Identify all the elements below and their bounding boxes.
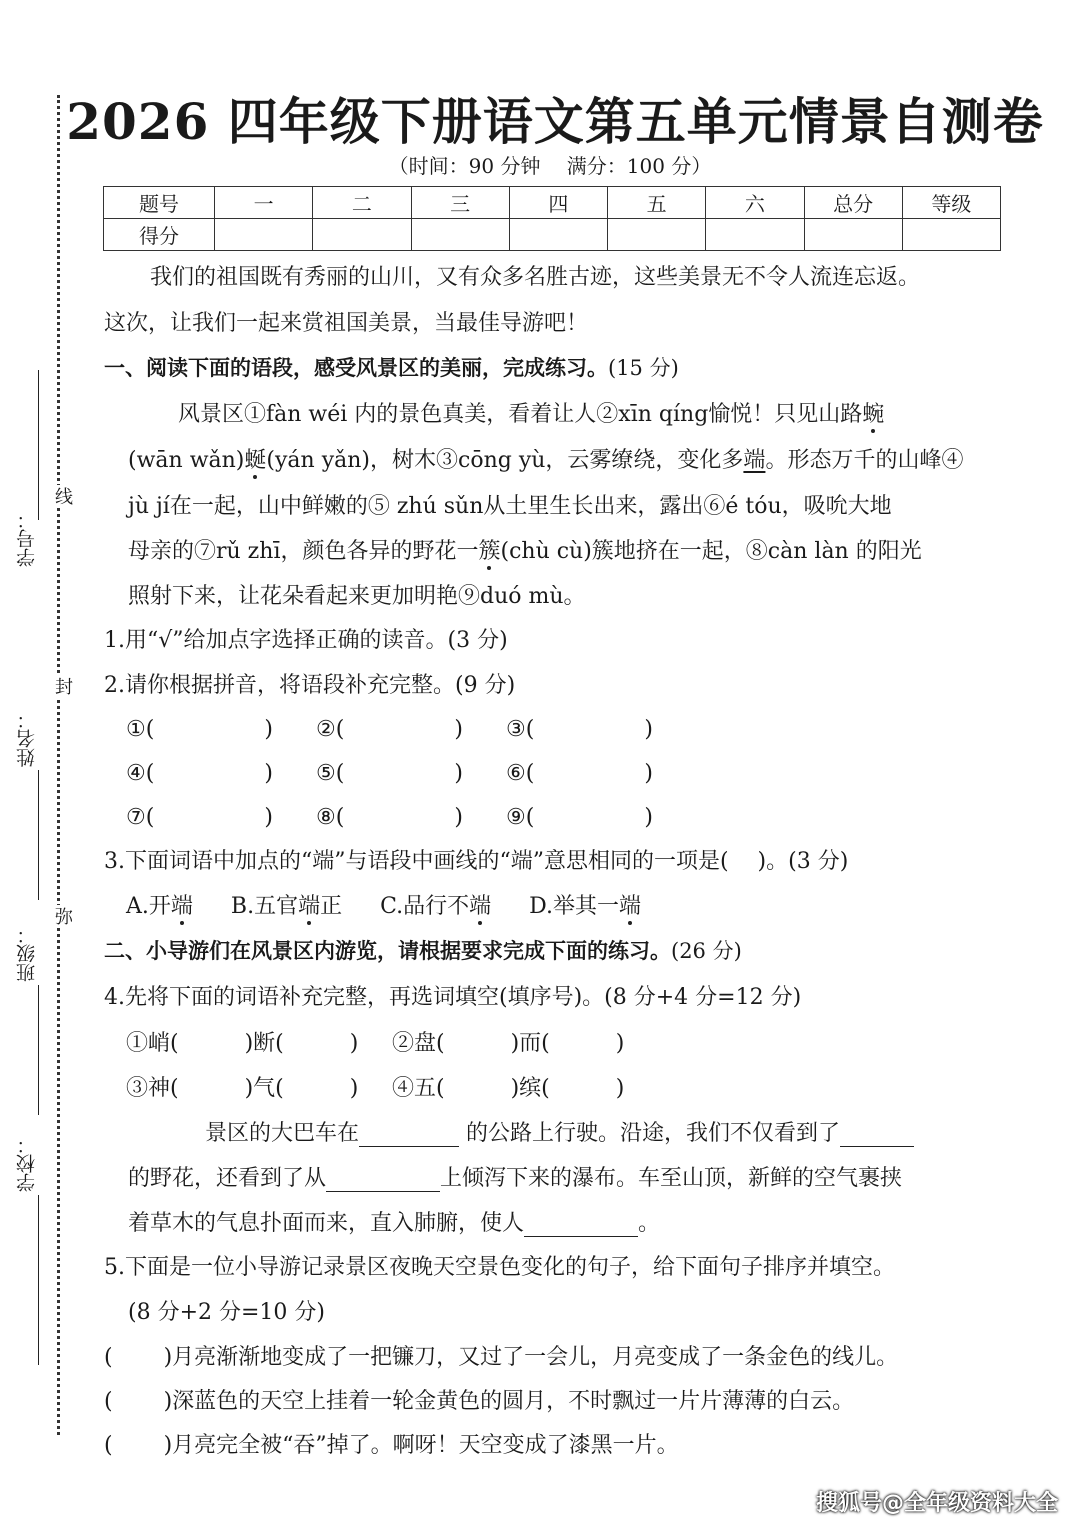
question-2: 2.请你根据拼音，将语段补充完整。(9 分) [104, 673, 516, 698]
passage-line-2 [128, 448, 963, 474]
option-d[interactable]: D.举其一端 [529, 894, 642, 919]
table-cell: 二 [313, 187, 411, 219]
blank-2[interactable]: ②( ) [316, 717, 463, 742]
q5-sentence-1[interactable]: ( )月亮渐渐地变成了一把镰刀，又过了一会儿，月亮变成了一条金色的线儿。 [104, 1345, 899, 1370]
passage-line-3: jù jí在一起，山中鲜嫩的⑤ zhú sǔn从土里生长出来，露出⑥é tóu，吸吮大地 [128, 494, 892, 519]
score-cell[interactable] [902, 219, 1000, 251]
table-cell: 三 [411, 187, 509, 219]
q5-sentence-2[interactable]: ( )深蓝色的天空上挂着一轮金黄色的圆月，不时飘过一片片薄薄的白云。 [104, 1389, 855, 1414]
option-a[interactable]: A.开端 [126, 894, 193, 919]
school-label: 学校： [16, 1135, 38, 1192]
question-3: 3.下面词语中加点的“端”与语段中画线的“端”意思相同的一项是( )。(3 分) [104, 849, 849, 874]
exam-time-score: （时间：90 分钟 满分：100 分） [388, 154, 712, 178]
blank-9[interactable]: ⑨( ) [506, 805, 653, 830]
blank-1[interactable]: ①( ) [126, 717, 273, 742]
class-line [38, 985, 39, 1115]
student-id-line [38, 370, 39, 520]
q4-passage-line-1: 景区的大巴车在 的公路上行驶。沿途，我们不仅看到了 [205, 1121, 914, 1147]
passage-text: (chù cù)簇地挤在一起，⑧càn làn 的阳光 [500, 539, 922, 564]
score-cell[interactable] [215, 219, 313, 251]
dotted-char: 簇 [478, 539, 501, 564]
option-c[interactable]: C.品行不端 [380, 894, 492, 919]
passage-text: 母亲的⑦rǔ zhī，颜色各异的野花一 [128, 539, 479, 564]
option-b[interactable]: B.五官端正 [230, 894, 343, 919]
school-line [38, 1195, 39, 1365]
q4-word-2[interactable]: ②盘( )而( ) [392, 1031, 625, 1056]
fill-blank[interactable] [524, 1214, 638, 1237]
score-table-header-row [104, 187, 1001, 219]
class-label: 班级： [16, 925, 38, 982]
seal-char-mi: 弥 [49, 905, 75, 927]
section-2-title: 二、小导游们在风景区内游览，请根据要求完成下面的练习。 [104, 939, 671, 963]
section-2-points: (26 分) [671, 939, 742, 963]
table-cell: 一 [215, 187, 313, 219]
intro-line-2: 这次，让我们一起来赏祖国美景，当最佳导游吧！ [104, 311, 589, 336]
q4-passage-line-2: 的野花，还看到了从 上倾泻下来的瀑布。车至山顶，新鲜的空气裹挟 [128, 1166, 903, 1191]
q4-passage-line-3: 着草木的气息扑面而来，直入肺腑，使人 。 [128, 1211, 661, 1236]
student-id-label: 学号： [16, 510, 38, 567]
question-1: 1.用“√”给加点字选择正确的读音。(3 分) [104, 628, 508, 653]
fill-blank[interactable] [359, 1124, 459, 1147]
table-cell: 总分 [804, 187, 902, 219]
score-cell[interactable] [411, 219, 509, 251]
score-table [103, 186, 1001, 251]
seal-char-xian: 线 [49, 485, 75, 507]
blank-7[interactable]: ⑦( ) [126, 805, 273, 830]
fill-blank[interactable] [840, 1124, 914, 1147]
underlined-char: 端 [743, 448, 766, 473]
section-1-points: (15 分) [608, 356, 679, 380]
score-cell[interactable] [608, 219, 706, 251]
table-cell: 得分 [104, 219, 215, 251]
score-cell[interactable] [804, 219, 902, 251]
section-2-heading [104, 939, 742, 964]
question-3-options [126, 894, 641, 920]
passage-text: (wān wǎn) [128, 448, 245, 473]
question-5-points: (8 分+2 分=10 分) [128, 1300, 326, 1325]
table-cell: 六 [706, 187, 804, 219]
passage-text: 。形态万千的山峰④ [765, 448, 964, 473]
section-1-heading [104, 356, 679, 381]
seal-char-feng: 封 [49, 675, 75, 697]
passage-line-5: 照射下来，让花朵看起来更加明艳⑨duó mù。 [128, 584, 586, 609]
blank-6[interactable]: ⑥( ) [506, 761, 653, 786]
q4-word-3[interactable]: ③神( )气( ) [126, 1076, 359, 1101]
dotted-char: 蜒 [244, 448, 267, 473]
passage-line-1 [178, 402, 884, 428]
table-cell: 等级 [902, 187, 1000, 219]
blank-4[interactable]: ④( ) [126, 761, 273, 786]
dotted-char: 蜿 [862, 402, 885, 427]
binding-dotted-line [57, 95, 60, 1435]
watermark: 搜狐号@全年级资料大全 [815, 1491, 1058, 1516]
score-cell[interactable] [706, 219, 804, 251]
score-cell[interactable] [313, 219, 411, 251]
score-cell[interactable] [509, 219, 607, 251]
name-label: 姓名： [16, 710, 38, 767]
blank-3[interactable]: ③( ) [506, 717, 653, 742]
score-table-score-row [104, 219, 1001, 251]
blank-8[interactable]: ⑧( ) [316, 805, 463, 830]
page-title: 2026 四年级下册语文第五单元情景自测卷 [66, 92, 1044, 151]
question-5: 5.下面是一位小导游记录景区夜晚天空景色变化的句子，给下面句子排序并填空。 [104, 1255, 895, 1280]
table-cell: 题号 [104, 187, 215, 219]
passage-text: 风景区①fàn wéi 内的景色真美，看着让人②xīn qíng愉悦！只见山路 [178, 402, 863, 427]
passage-text: (yán yǎn)，树木③cōng yù，云雾缭绕，变化多 [266, 448, 744, 473]
q5-sentence-3[interactable]: ( )月亮完全被“吞”掉了。啊呀！天空变成了漆黑一片。 [104, 1433, 679, 1458]
fill-blank[interactable] [326, 1169, 440, 1192]
q4-word-4[interactable]: ④五( )缤( ) [392, 1076, 625, 1101]
table-cell: 四 [509, 187, 607, 219]
question-4: 4.先将下面的词语补充完整，再选词填空(填序号)。(8 分+4 分=12 分) [104, 985, 802, 1010]
intro-line-1: 我们的祖国既有秀丽的山川，又有众多名胜古迹，这些美景无不令人流连忘返。 [150, 265, 921, 290]
section-1-title: 一、阅读下面的语段，感受风景区的美丽，完成练习。 [104, 356, 608, 380]
name-line [38, 770, 39, 900]
passage-line-4 [128, 539, 922, 565]
table-cell: 五 [608, 187, 706, 219]
q4-word-1[interactable]: ①峭( )断( ) [126, 1031, 359, 1056]
blank-5[interactable]: ⑤( ) [316, 761, 463, 786]
